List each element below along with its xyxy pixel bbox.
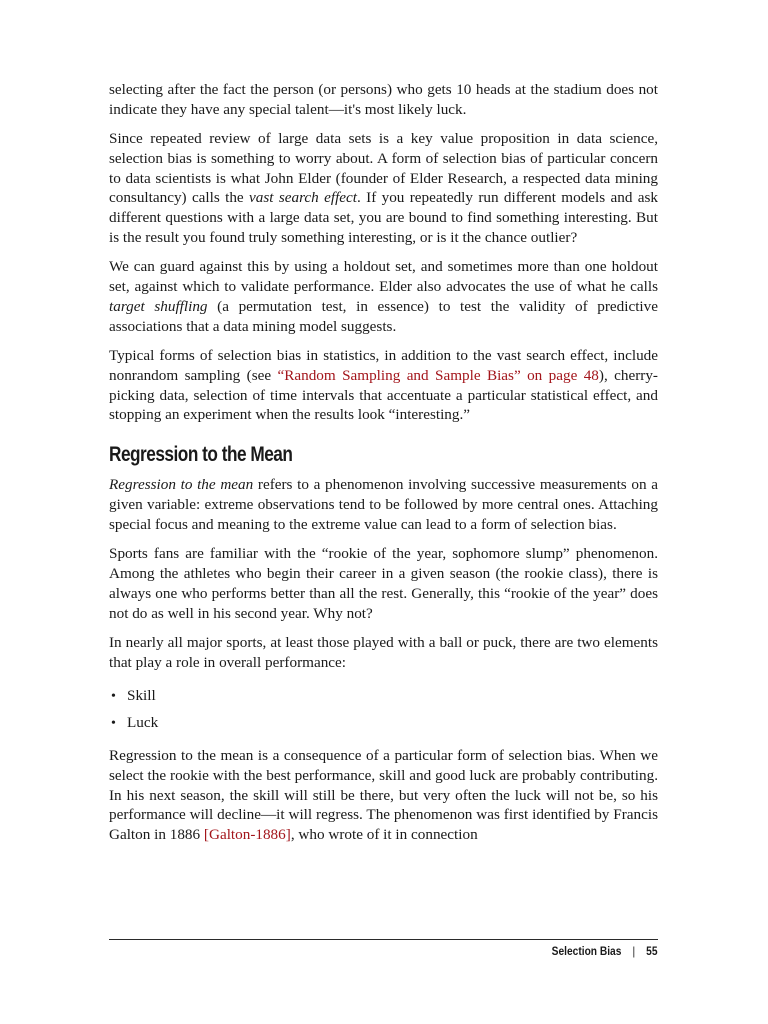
paragraph-holdout-set	[109, 257, 658, 336]
list-item-text: Luck	[127, 714, 159, 732]
footer-section-title: Selection Bias	[552, 944, 622, 958]
page-footer	[552, 944, 658, 958]
paragraph-text: Regression to the mean is a consequence of a particular form of selection bias. When we select the rookie with the best performance, skill and good luck are probably contributing. In his next season, the skill will still be there, but very often the luck will not be, so his performance will decline—it will regress. The phenomenon was first identified by Francis Galton in 1886	[109, 747, 658, 844]
paragraph-selection-bias	[109, 129, 658, 248]
citation-link[interactable]: [Galton-1886]	[203, 826, 291, 844]
paragraph-text: (a permutation test, in essence) to test the validity of predictive associations that a data mining model suggests.	[109, 297, 658, 335]
paragraph-text: Sports fans are familiar with the “rookie of the year, sophomore slump” phenomenon. Among the athletes who begin their career in a given season (the rookie class), there is always one who performs better than all the rest. Generally, this “rookie of the year” does not do as well in his second year. Why not?	[109, 545, 658, 622]
paragraph-text: Since repeated review of large data sets is a key value proposition in data science, selection bias is something to worry about. A form of selection bias of particular concern to data scientists is what John Elder (founder of Elder Research, a respected data mining consultancy) calls the	[109, 130, 658, 207]
paragraph-text: . If you repeatedly run different models and ask different questions with a large data set, you are bound to find something interesting. But is the result you found truly something interesting, or is it the chance outlier?	[109, 189, 659, 247]
page-body	[109, 80, 658, 855]
emphasis-term: Regression to the mean	[109, 476, 254, 494]
bullet-icon: •	[111, 689, 116, 705]
section-heading: Regression to the Mean	[109, 443, 293, 467]
emphasis-term: vast search effect	[249, 189, 357, 207]
paragraph-regression-definition	[109, 475, 658, 534]
paragraph-text: ), cherry-picking data, selection of time intervals that accentuate a particular statistical effect, and stopping an experiment when the results look “interesting.”	[109, 366, 658, 424]
bullet-icon: •	[111, 716, 116, 732]
list-item-text: Skill	[127, 687, 156, 705]
paragraph-typical-forms	[109, 346, 658, 425]
paragraph-text: selecting after the fact the person (or persons) who gets 10 heads at the stadium does not indicate they have any special talent—it's most likely luck.	[109, 81, 658, 118]
cross-reference-link[interactable]: “Random Sampling and Sample Bias” on page 48	[277, 366, 599, 384]
list-item	[109, 686, 658, 707]
paragraph-text: In nearly all major sports, at least those played with a ball or puck, there are two elements that play a role in overall performance:	[109, 633, 658, 671]
page-number: 55	[646, 944, 658, 958]
bullet-list	[109, 686, 658, 734]
paragraph-rookie	[109, 544, 658, 623]
list-item	[109, 713, 658, 734]
paragraph-text: refers to a phenomenon involving successive measurements on a given variable: extreme observations tend to be followed by more central ones. Attaching special focus and meaning to the extreme value can lead to a form of selection bias.	[109, 476, 658, 533]
paragraph-text: Typical forms of selection bias in statistics, in addition to the vast search effect, include nonrandom sampling (see	[109, 347, 658, 384]
emphasis-term: target shuffling	[109, 297, 208, 315]
paragraph-luck	[109, 80, 658, 120]
footer-divider	[109, 939, 658, 940]
paragraph-text: We can guard against this by using a holdout set, and sometimes more than one holdout set, against which to validate performance. Elder also advocates the use of what he calls	[109, 258, 658, 296]
paragraph-text: , who wrote of it in connection	[290, 826, 478, 844]
paragraph-consequence	[109, 746, 658, 845]
paragraph-elements	[109, 633, 658, 673]
footer-separator: |	[632, 944, 636, 958]
